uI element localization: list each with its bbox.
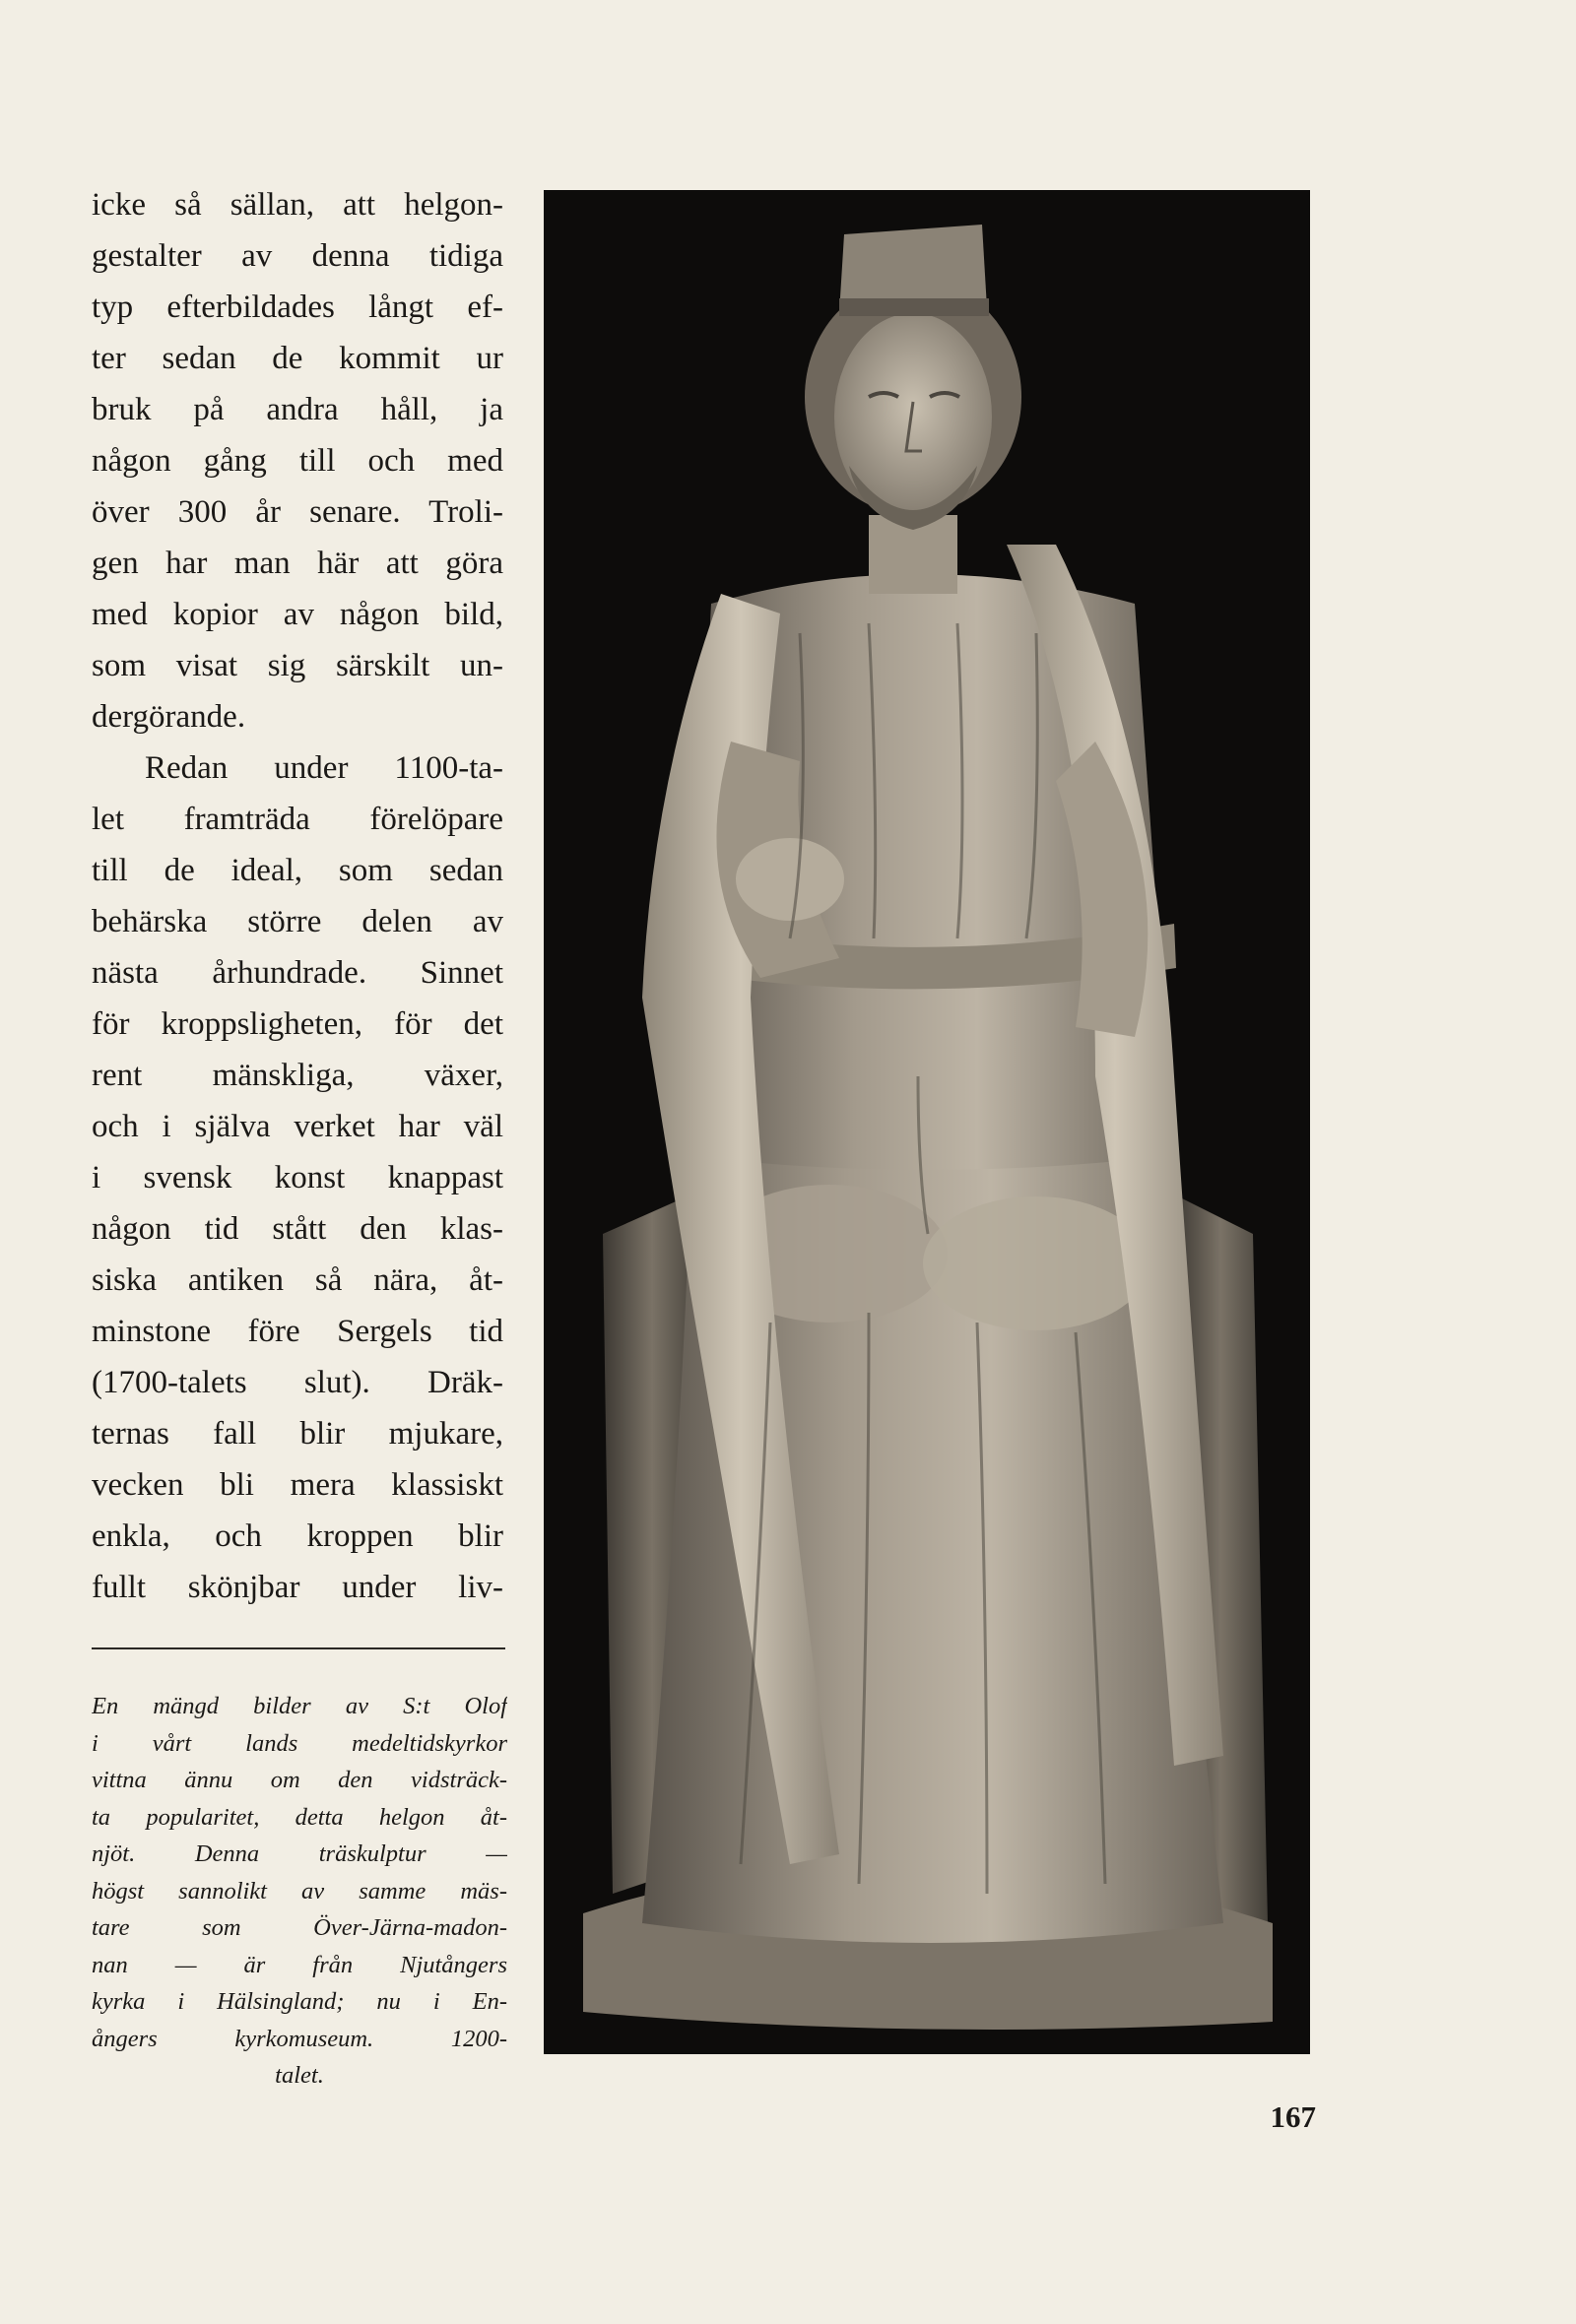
page-number: 167 bbox=[1270, 2099, 1316, 2134]
caption-line: njöt. Denna träskulptur — bbox=[92, 1840, 507, 1867]
text-line: fullt skönjbar under liv- bbox=[92, 1570, 503, 1605]
caption-line: kyrka i Hälsingland; nu i En- bbox=[92, 1988, 507, 2015]
text-line: för kroppsligheten, för det bbox=[92, 1006, 503, 1042]
caption-line: En mängd bilder av S:t Olof bbox=[92, 1693, 507, 1719]
text-line: nästa århundrade. Sinnet bbox=[92, 955, 503, 991]
caption-divider bbox=[92, 1647, 505, 1649]
text-line: som visat sig särskilt un- bbox=[92, 648, 503, 683]
text-line: (1700-talets slut). Dräk- bbox=[92, 1365, 503, 1400]
caption-line: tare som Över-Järna-madon- bbox=[92, 1914, 507, 1941]
text-line: ter sedan de kommit ur bbox=[92, 341, 503, 376]
text-line: typ efterbildades långt ef- bbox=[92, 290, 503, 325]
body-text-column bbox=[92, 179, 503, 1613]
text-line: Redan under 1100-ta- bbox=[145, 750, 503, 786]
text-line: rent mänskliga, växer, bbox=[92, 1058, 503, 1093]
text-line: ternas fall blir mjukare, bbox=[92, 1416, 503, 1452]
text-line: bruk på andra håll, ja bbox=[92, 392, 503, 427]
text-line: vecken bli mera klassiskt bbox=[92, 1467, 503, 1503]
text-line: gen har man här att göra bbox=[92, 546, 503, 581]
text-line: någon gång till och med bbox=[92, 443, 503, 479]
caption-line: ta popularitet, detta helgon åt- bbox=[92, 1803, 507, 1831]
text-line: gestalter av denna tidiga bbox=[92, 238, 503, 274]
caption-line: högst sannolikt av samme mäs- bbox=[92, 1877, 507, 1904]
text-line: siska antiken så nära, åt- bbox=[92, 1262, 503, 1298]
text-line: över 300 år senare. Troli- bbox=[92, 494, 503, 530]
caption-line: vittna ännu om den vidsträck- bbox=[92, 1767, 507, 1793]
caption-line: ångers kyrkomuseum. 1200- bbox=[92, 2025, 507, 2052]
text-line: icke så sällan, att helgon- bbox=[92, 187, 503, 223]
photo-caption bbox=[92, 1688, 507, 2095]
right-knee bbox=[923, 1196, 1149, 1330]
text-line: någon tid stått den klas- bbox=[92, 1211, 503, 1247]
text-line: i svensk konst knappast bbox=[92, 1160, 503, 1195]
text-line: och i själva verket har väl bbox=[92, 1109, 503, 1144]
text-line: behärska större delen av bbox=[92, 904, 503, 939]
text-line: let framträda förelöpare bbox=[92, 802, 503, 837]
text-line: dergörande. bbox=[92, 699, 246, 735]
caption-line: talet. bbox=[275, 2062, 324, 2089]
saint-olof-sculpture-photo bbox=[544, 190, 1310, 2054]
wooden-statue-illustration bbox=[544, 190, 1310, 2054]
text-line: med kopior av någon bild, bbox=[92, 597, 503, 632]
text-line: minstone före Sergels tid bbox=[92, 1314, 503, 1349]
text-line: till de ideal, som sedan bbox=[92, 853, 503, 888]
caption-line: nan — är från Njutångers bbox=[92, 1951, 507, 1978]
caption-line: i vårt lands medeltidskyrkor bbox=[92, 1729, 507, 1757]
crown-band bbox=[839, 298, 989, 316]
orb-in-hand bbox=[736, 838, 844, 921]
text-line: enkla, och kroppen blir bbox=[92, 1518, 503, 1554]
